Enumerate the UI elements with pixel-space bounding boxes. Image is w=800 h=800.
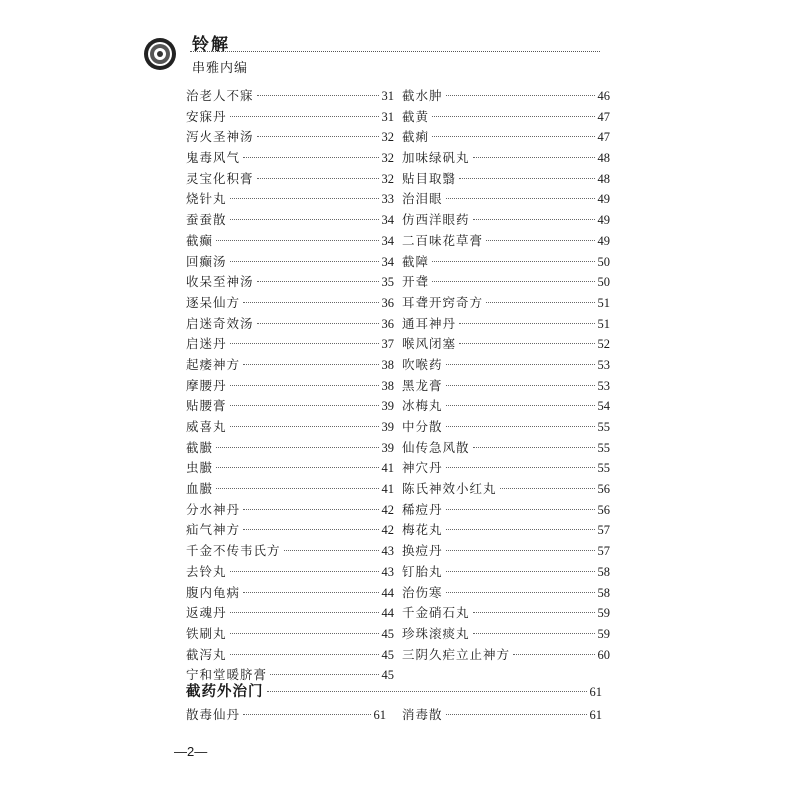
toc-entry[interactable] [402,86,610,107]
toc-entry-page: 47 [597,130,610,145]
toc-entry[interactable] [186,520,394,541]
toc-entry-title: 起痿神方 [186,356,241,372]
toc-entry-title: 截障 [402,253,430,269]
toc-entry-title: 治泪眼 [402,191,443,207]
book-logo-icon [142,36,178,72]
toc-entry-title: 烧针丸 [186,191,227,207]
dot-leader [230,633,379,634]
toc-entry[interactable] [402,355,610,376]
toc-entry-title: 神穴丹 [402,460,443,476]
toc-entry-title: 虫臌 [186,460,214,476]
dot-leader [243,302,378,303]
dot-leader [486,240,594,241]
toc-entry-title: 千金硝石丸 [402,605,470,621]
toc-entry-page: 51 [597,295,610,310]
toc-entry-page: 59 [597,626,610,641]
toc-entry[interactable] [402,314,610,335]
toc-entry-title: 收呆至神汤 [186,274,254,290]
toc-entry-title: 千金不传韦氏方 [186,543,281,559]
toc-entry[interactable] [186,417,394,438]
dot-leader [446,405,595,406]
toc-entry-page: 34 [381,233,394,248]
toc-entry-title: 宁和堂暖脐膏 [186,667,268,683]
toc-entry[interactable] [186,376,394,397]
toc-entry-title: 去铃丸 [186,563,227,579]
toc-entry-page: 47 [597,109,610,124]
toc-entry-page: 55 [597,420,610,434]
toc-entry-title: 启迷丹 [186,336,227,352]
toc-left-column [186,86,394,686]
toc-entry-title: 治伤寒 [402,584,443,600]
toc-entry-title: 血臌 [186,481,214,497]
toc-entry-title: 散毒仙丹 [186,707,241,722]
toc-entry[interactable] [402,231,610,252]
dot-leader [284,550,379,551]
toc-entry-page: 32 [381,171,394,186]
header-rule [190,51,600,52]
toc-entry-title: 二百味花草膏 [402,232,484,248]
toc-entry-title: 泻火圣神汤 [186,129,254,145]
toc-entry[interactable] [402,127,610,148]
toc-entry-page: 56 [597,502,610,517]
page-number: —2— [174,744,208,759]
dot-leader [230,405,379,406]
toc-entry-page: 38 [381,357,394,372]
toc-entry-page: 56 [597,482,610,497]
dot-leader [432,136,594,137]
dot-leader [446,385,595,386]
toc-entry-page: 31 [381,109,394,124]
dot-leader [446,529,595,530]
toc-entry[interactable] [402,252,610,273]
toc-entry-title: 梅花丸 [402,522,443,538]
toc-entry[interactable] [186,603,394,624]
dot-leader [486,302,594,303]
toc-entry[interactable] [402,705,602,726]
toc-entry-page: 43 [381,544,394,559]
dot-leader [446,509,595,510]
toc-entry-title: 冰梅丸 [402,398,443,414]
dot-leader [446,571,595,572]
dot-leader [230,571,379,572]
toc-entry[interactable] [186,189,394,210]
toc-entry-page: 48 [597,151,610,166]
toc-entry-page: 61 [589,708,602,722]
toc-entry-title: 消毒散 [402,707,443,722]
toc-entry-page: 58 [597,585,610,600]
toc-entry[interactable] [186,705,386,726]
section-title: 截药外治门 [186,683,264,700]
toc-entry[interactable] [402,583,610,604]
toc-entry-page: 35 [381,275,394,290]
toc-entry-page: 32 [381,151,394,166]
dot-leader [459,323,594,324]
toc-entry-title: 摩腰丹 [186,377,227,393]
dot-leader [216,447,378,448]
toc-entry[interactable] [186,107,394,128]
dot-leader [230,219,379,220]
toc-entry-title: 黑龙膏 [402,377,443,393]
toc-entry-title: 分水神丹 [186,501,241,517]
dot-leader [243,157,378,158]
dot-leader [432,116,594,117]
toc-entry[interactable] [186,479,394,500]
toc-entry-page: 57 [597,523,610,538]
dot-leader [446,364,595,365]
toc-entry[interactable] [186,541,394,562]
toc-entry-page: 42 [381,502,394,517]
toc-entry-title: 截黄 [402,108,430,124]
toc-entry[interactable] [402,334,610,355]
toc-entry-title: 喉风闭塞 [402,336,457,352]
toc-entry[interactable] [186,355,394,376]
dot-leader [230,198,379,199]
toc-entry-page: 41 [381,461,394,476]
toc-entry-title: 逐呆仙方 [186,294,241,310]
toc-entry-title: 安寐丹 [186,108,227,124]
dot-leader [257,281,379,282]
dot-leader [230,385,379,386]
toc-entry-page: 44 [381,585,394,600]
dot-leader [446,198,595,199]
toc-entry-title: 治老人不寐 [186,88,254,103]
toc-entry-page: 45 [381,647,394,662]
toc-entry-page: 39 [381,440,394,455]
toc-entry-page: 59 [597,606,610,621]
toc-entry-title: 蚕蚕散 [186,212,227,228]
toc-entry[interactable] [402,541,610,562]
toc-entry-title: 耳聋开窍奇方 [402,294,484,310]
dot-leader [257,178,379,179]
dot-leader [446,550,595,551]
toc-entry-title: 贴目取翳 [402,170,457,186]
dot-leader [432,261,594,262]
dot-leader [257,323,379,324]
toc-entry-page: 38 [381,378,394,393]
dot-leader [473,612,595,613]
toc-entry[interactable] [402,500,610,521]
dot-leader [459,178,594,179]
toc-entry[interactable] [186,272,394,293]
toc-entry-page: 53 [597,378,610,393]
toc-entry[interactable] [186,293,394,314]
toc-entry[interactable] [186,169,394,190]
toc-entry-page: 45 [381,626,394,641]
toc-entry-title: 珍珠滚痰丸 [402,625,470,641]
toc-entry-title: 返魂丹 [186,605,227,621]
toc-entry-title: 截臌 [186,439,214,455]
toc-entry-page: 43 [381,564,394,579]
dot-leader [446,95,595,96]
toc-entry-title: 仙传急风散 [402,439,470,455]
dot-leader [446,714,587,715]
toc-entry[interactable] [186,314,394,335]
dot-leader [243,529,378,530]
toc-entry-page: 57 [597,544,610,559]
toc-entry[interactable] [186,231,394,252]
dot-leader [473,447,595,448]
toc-entry-title: 启迷奇效汤 [186,315,254,331]
toc-entry-title: 贴腰膏 [186,398,227,414]
toc-entry[interactable] [402,479,610,500]
dot-leader [446,592,595,593]
toc-entry[interactable] [402,562,610,583]
dot-leader [243,714,370,715]
toc-entry-page: 51 [597,316,610,331]
toc-entry-page: 54 [597,399,610,414]
toc-entry[interactable] [402,293,610,314]
dot-leader [257,95,379,96]
dot-leader [230,426,379,427]
toc-entry[interactable] [186,500,394,521]
toc-entry-page: 53 [597,357,610,372]
toc-entry-page: 49 [597,192,610,207]
toc-entry-page: 44 [381,606,394,621]
toc-entry[interactable] [186,334,394,355]
toc-entry-title: 开聋 [402,274,430,290]
dot-leader [267,691,587,692]
dot-leader [243,364,378,365]
dot-leader [473,219,595,220]
dot-leader [230,116,379,117]
toc-entry[interactable] [402,520,610,541]
toc-entry-title: 截痢 [402,129,430,145]
toc-entry-title: 陈氏神效小红丸 [402,481,497,497]
toc-entry[interactable] [402,417,610,438]
toc-entry[interactable] [186,645,394,666]
toc-entry-page: 60 [597,647,610,662]
toc-entry-title: 钉胎丸 [402,563,443,579]
toc-entry-page: 52 [597,337,610,352]
dot-leader [432,281,594,282]
toc-entry-title: 吹喉药 [402,356,443,372]
toc-entry-title: 仿西洋眼药 [402,212,470,228]
toc-entry[interactable] [402,376,610,397]
toc-entry[interactable] [402,458,610,479]
toc-entry[interactable] [402,603,610,624]
toc-entry-page: 31 [381,89,394,103]
toc-entry[interactable] [186,562,394,583]
dot-leader [243,509,378,510]
toc-entry-title: 通耳神丹 [402,315,457,331]
dot-leader [446,467,595,468]
dot-leader [257,136,379,137]
toc-entry[interactable] [186,210,394,231]
toc-entry[interactable] [186,458,394,479]
section-page: 61 [589,685,602,699]
dot-leader [216,240,378,241]
toc-entry-page: 32 [381,130,394,145]
toc-entry-title: 铁刷丸 [186,625,227,641]
toc-entry-page: 39 [381,420,394,434]
toc-entry-title: 截水肿 [402,88,443,103]
section-entry-left [186,705,386,726]
dot-leader [270,674,378,675]
toc-entry-page: 55 [597,461,610,476]
toc-entry-page: 37 [381,337,394,352]
toc-entry-page: 39 [381,399,394,414]
toc-entry[interactable] [186,396,394,417]
toc-entry-title: 灵宝化积膏 [186,170,254,186]
toc-entry-title: 腹内龟病 [186,584,241,600]
toc-entry-page: 42 [381,523,394,538]
toc-entry-page: 50 [597,275,610,290]
toc-entry[interactable] [186,148,394,169]
toc-entry-title: 稀痘丹 [402,501,443,517]
toc-entry[interactable] [402,438,610,459]
toc-entry[interactable] [186,624,394,645]
toc-entry[interactable] [402,624,610,645]
dot-leader [459,343,594,344]
toc-entry-page: 34 [381,213,394,228]
toc-entry-title: 鬼毒风气 [186,150,241,166]
toc-entry-title: 加味绿矾丸 [402,150,470,166]
running-title: 铃解 [192,35,230,55]
toc-entry[interactable] [402,169,610,190]
toc-entry[interactable] [402,189,610,210]
dot-leader [230,654,379,655]
toc-entry-page: 34 [381,254,394,269]
dot-leader [473,633,595,634]
dot-leader [230,612,379,613]
toc-entry[interactable] [186,127,394,148]
toc-entry-page: 50 [597,254,610,269]
toc-entry[interactable] [186,252,394,273]
toc-entry-page: 41 [381,482,394,497]
section-entry-right [402,705,602,726]
toc-entry-title: 疝气神方 [186,522,241,538]
toc-entry-title: 威喜丸 [186,419,227,434]
dot-leader [243,592,378,593]
toc-entry-page: 61 [373,708,386,722]
toc-entry[interactable] [186,86,394,107]
toc-entry-title: 换痘丹 [402,543,443,559]
toc-entry[interactable] [186,583,394,604]
toc-entry-page: 33 [381,192,394,207]
dot-leader [446,426,595,427]
dot-leader [473,157,595,158]
dot-leader [230,261,379,262]
toc-entry-page: 49 [597,233,610,248]
dot-leader [513,654,594,655]
dot-leader [500,488,595,489]
toc-entry-page: 49 [597,213,610,228]
section-heading[interactable] [186,680,602,701]
toc-entry-page: 36 [381,295,394,310]
toc-entry-title: 三阴久疟立止神方 [402,646,511,662]
toc-entry[interactable] [402,148,610,169]
toc-entry[interactable] [402,645,610,666]
toc-entry-title: 截癫 [186,232,214,248]
dot-leader [216,488,378,489]
toc-entry[interactable] [402,272,610,293]
toc-right-column [402,86,610,665]
toc-entry[interactable] [186,438,394,459]
running-subtitle: 串雅内编 [192,61,249,76]
toc-entry[interactable] [402,210,610,231]
toc-entry-title: 回癫汤 [186,253,227,269]
dot-leader [230,343,379,344]
toc-entry-title: 中分散 [402,419,443,434]
toc-entry[interactable] [402,396,610,417]
toc-entry-page: 46 [597,89,610,103]
toc-entry-page: 36 [381,316,394,331]
toc-entry-title: 截泻丸 [186,646,227,662]
toc-entry-page: 48 [597,171,610,186]
dot-leader [216,467,378,468]
toc-entry-page: 58 [597,564,610,579]
toc-entry[interactable] [402,107,610,128]
toc-entry-page: 45 [381,668,394,683]
toc-entry-page: 55 [597,440,610,455]
